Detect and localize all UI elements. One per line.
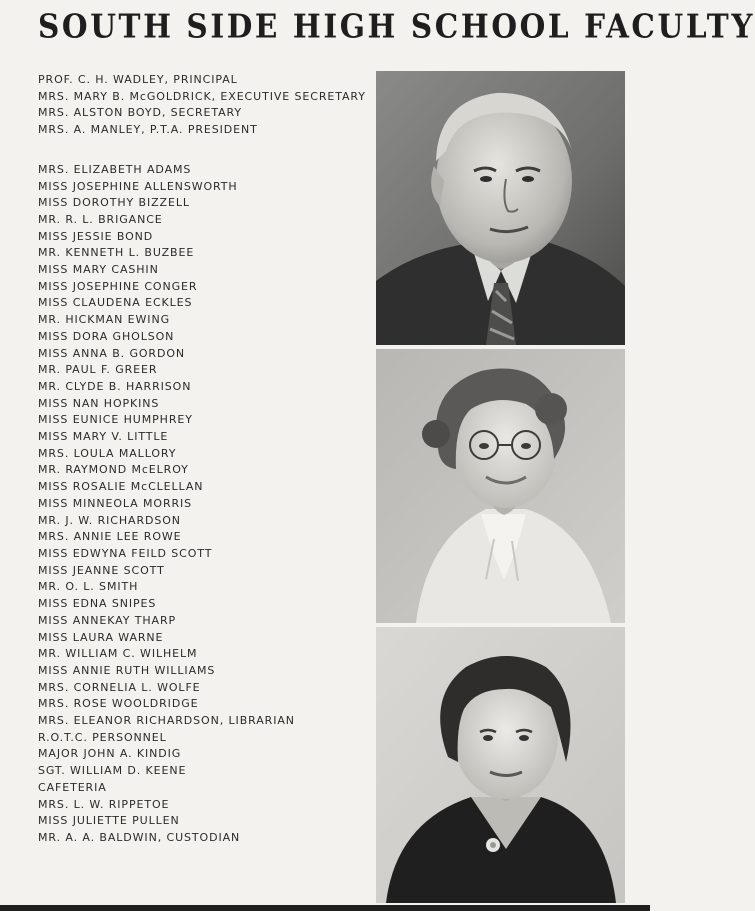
list-item: MRS. ANNIE LEE ROWE — [38, 530, 182, 544]
page-title: SOUTH SIDE HIGH SCHOOL FACULTY — [38, 6, 755, 46]
list-item: R.O.T.C. PERSONNEL — [38, 730, 167, 744]
list-item: MISS ANNIE RUTH WILLIAMS — [38, 663, 216, 677]
page-bottom-edge — [0, 905, 650, 911]
list-item: MISS EDWYNA FEILD SCOTT — [38, 546, 213, 560]
list-item: MRS. L. W. RIPPETOE — [38, 797, 170, 811]
section-spacer — [38, 139, 368, 162]
list-item: MRS. CORNELIA L. WOLFE — [38, 680, 201, 694]
list-item: MRS. ALSTON BOYD, SECRETARY — [38, 106, 242, 120]
list-item: MRS. ELIZABETH ADAMS — [38, 162, 192, 176]
list-item: MR. WILLIAM C. WILHELM — [38, 647, 198, 661]
list-item: MRS. A. MANLEY, P.T.A. PRESIDENT — [38, 123, 258, 137]
list-item: MRS. ROSE WOOLDRIDGE — [38, 697, 199, 711]
list-item: MISS JOSEPHINE CONGER — [38, 279, 198, 293]
list-item: MISS ANNA B. GORDON — [38, 346, 186, 360]
list-item: MR. CLYDE B. HARRISON — [38, 379, 192, 393]
list-item: SGT. WILLIAM D. KEENE — [38, 764, 187, 778]
portrait-photo — [376, 349, 625, 623]
portrait-photo — [376, 71, 625, 345]
list-item: MISS CLAUDENA ECKLES — [38, 296, 193, 310]
list-item: MR. HICKMAN EWING — [38, 313, 171, 327]
list-item: MR. KENNETH L. BUZBEE — [38, 246, 195, 260]
list-item: MISS MARY V. LITTLE — [38, 430, 169, 444]
list-item: MR. R. L. BRIGANCE — [38, 212, 163, 226]
list-item: MISS MARY CASHIN — [38, 263, 159, 277]
list-item: MRS. ELEANOR RICHARDSON, LIBRARIAN — [38, 714, 295, 728]
portrait-man-image — [376, 71, 625, 345]
list-item: MR. PAUL F. GREER — [38, 363, 158, 377]
list-item: PROF. C. H. WADLEY, PRINCIPAL — [38, 73, 238, 86]
list-item: MR. A. A. BALDWIN, CUSTODIAN — [38, 830, 241, 844]
list-item: MISS JESSIE BOND — [38, 229, 154, 243]
portrait-photo — [376, 627, 625, 903]
list-item: MAJOR JOHN A. KINDIG — [38, 747, 182, 761]
portrait-woman-glasses-image — [376, 349, 625, 623]
list-item: MISS ROSALIE McCLELLAN — [38, 480, 204, 494]
list-item: MISS EDNA SNIPES — [38, 597, 157, 611]
list-item: MISS EUNICE HUMPHREY — [38, 413, 193, 427]
list-item: MISS NAN HOPKINS — [38, 396, 160, 410]
staff-list — [38, 72, 368, 847]
list-item: MRS. MARY B. McGOLDRICK, EXECUTIVE SECRETARY — [38, 89, 366, 103]
portrait-woman-dark-dress-image — [376, 627, 625, 903]
list-item: MRS. LOULA MALLORY — [38, 446, 177, 460]
list-item: MISS MINNEOLA MORRIS — [38, 496, 193, 510]
list-item: CAFETERIA — [38, 780, 107, 794]
list-item: MR. RAYMOND McELROY — [38, 463, 189, 477]
list-item: MISS DOROTHY BIZZELL — [38, 196, 190, 210]
list-item: MR. J. W. RICHARDSON — [38, 513, 181, 527]
list-item: MR. O. L. SMITH — [38, 580, 139, 594]
list-item: MISS JEANNE SCOTT — [38, 563, 165, 577]
list-item: MISS JOSEPHINE ALLENSWORTH — [38, 179, 238, 193]
list-item: MISS DORA GHOLSON — [38, 329, 175, 343]
list-item: MISS ANNEKAY THARP — [38, 613, 177, 627]
list-item: MISS LAURA WARNE — [38, 630, 164, 644]
list-item: MISS JULIETTE PULLEN — [38, 814, 180, 828]
